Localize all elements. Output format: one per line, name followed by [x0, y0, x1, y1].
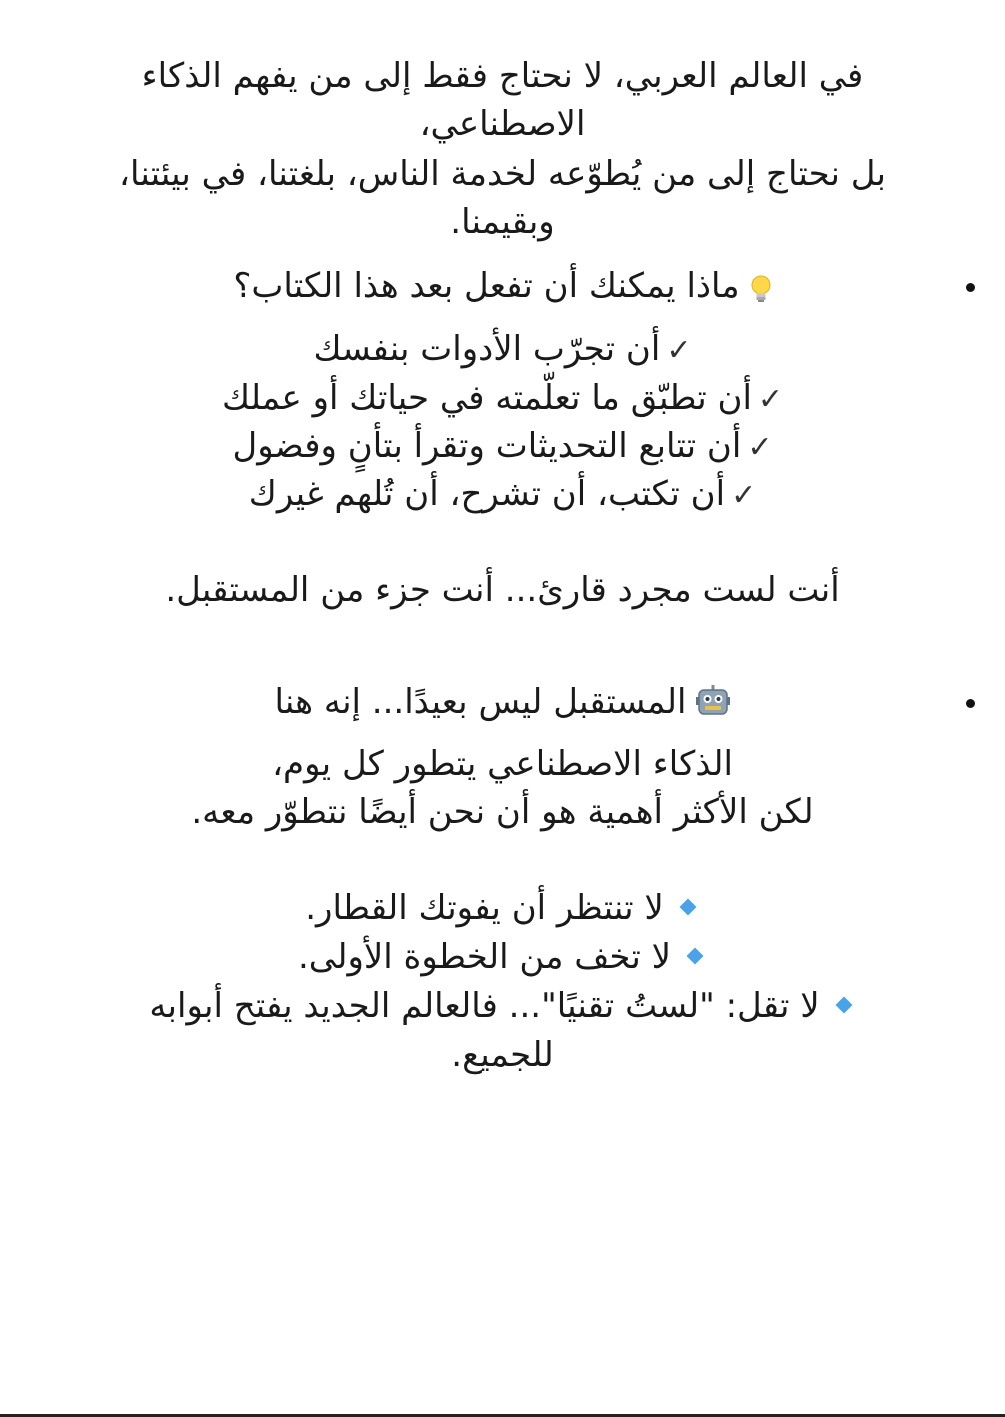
diamond-point-text: لا تقل: "لستُ تقنيًا"... فالعالم الجديد يفتح أبوابه: [149, 986, 820, 1026]
diamond-point: [30, 982, 975, 1030]
diamond-point: [30, 884, 975, 932]
blue-diamond-icon: [679, 898, 696, 915]
section1-closing: أنت لست مجرد قارئ... أنت جزء من المستقبل.: [165, 570, 840, 610]
diamond-point-text: لا تخف من الخطوة الأولى.: [297, 937, 672, 977]
lightbulb-icon: [750, 269, 772, 299]
section2-heading: المستقبل ليس بعيدًا... إنه هنا: [274, 682, 687, 722]
diamond-point: [30, 933, 975, 981]
check-item-text: أن تتابع التحديثات وتقرأ بتأنٍ وفضول: [232, 426, 742, 466]
check-item-text: أن تطبّق ما تعلّمته في حياتك أو عملك: [221, 378, 752, 418]
intro-line-4: وبقيمنا.: [450, 202, 555, 242]
section2-line-2: لكن الأكثر أهمية هو أن نحن أيضًا نتطوّر معه.: [191, 792, 814, 832]
check-icon: ✓: [747, 430, 773, 465]
section2-line-1: الذكاء الاصطناعي يتطور كل يوم،: [272, 744, 733, 784]
robot-icon: [696, 683, 730, 717]
check-item: [30, 325, 975, 375]
check-icon: ✓: [666, 333, 692, 368]
check-item: [30, 374, 975, 424]
check-item-text: أن تجرّب الأدوات بنفسك: [313, 329, 661, 369]
check-item-text: أن تكتب، أن تشرح، أن تُلهم غيرك: [248, 474, 726, 514]
intro-line-1: في العالم العربي، لا نحتاج فقط إلى من يفهم الذكاء: [141, 56, 864, 96]
blue-diamond-icon: [687, 947, 704, 964]
check-item: [30, 422, 975, 472]
intro-line-3: بل نحتاج إلى من يُطوّعه لخدمة الناس، بلغتنا، في بيئتنا،: [118, 154, 887, 194]
diamond-point-text: لا تنتظر أن يفوتك القطار.: [305, 888, 664, 928]
check-icon: ✓: [731, 478, 757, 513]
section1-heading-row: [30, 262, 975, 310]
intro-line-2: الاصطناعي،: [419, 104, 586, 144]
check-icon: ✓: [757, 382, 784, 417]
check-item: [30, 470, 975, 520]
section1-heading: ماذا يمكنك أن تفعل بعد هذا الكتاب؟: [233, 266, 740, 306]
diamond-point-tail: للجميع.: [451, 1035, 554, 1075]
section2-heading-row: [30, 678, 975, 726]
blue-diamond-icon: [835, 996, 852, 1013]
